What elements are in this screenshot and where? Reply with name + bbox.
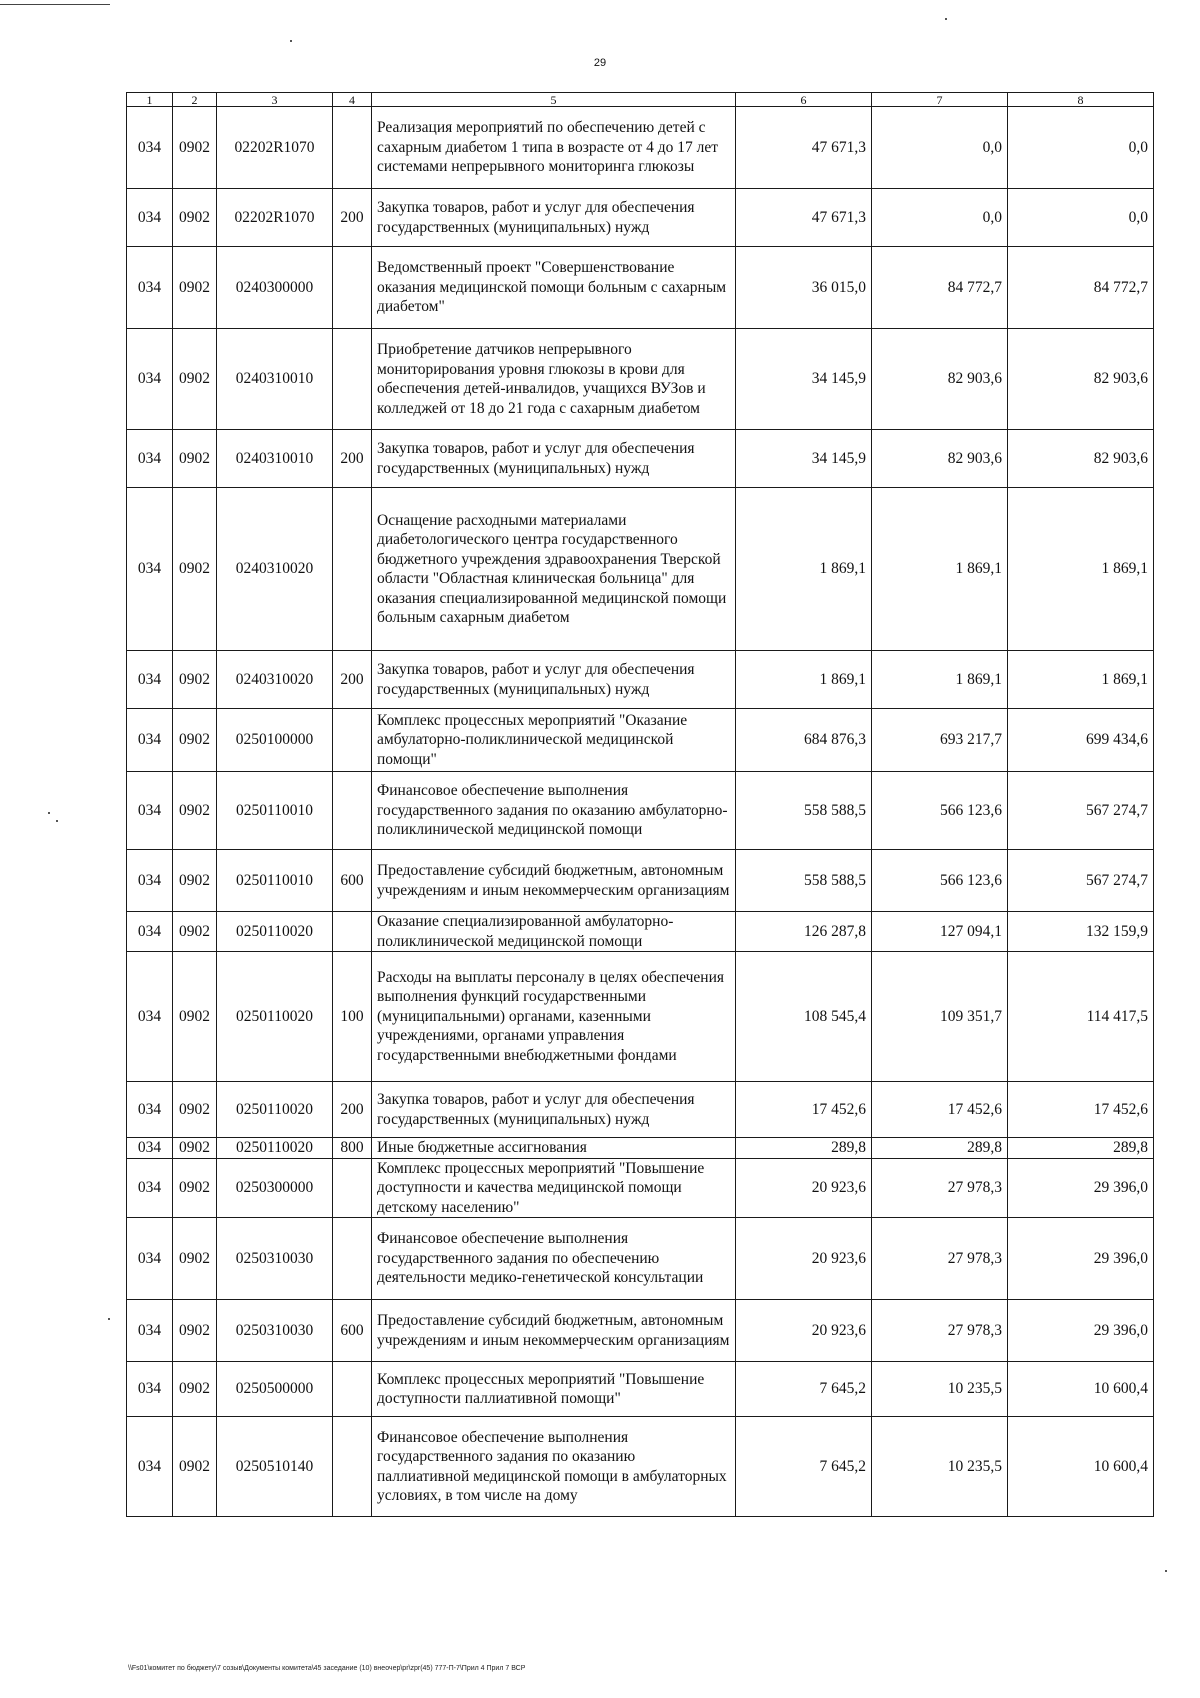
expense-type-code-cell bbox=[333, 1362, 372, 1417]
section-code-cell: 0902 bbox=[173, 952, 217, 1082]
amount-year-2-cell: 27 978,3 bbox=[872, 1158, 1008, 1218]
amount-year-1-cell: 36 015,0 bbox=[736, 247, 872, 329]
code-admin-cell: 034 bbox=[127, 1362, 173, 1417]
section-code-cell: 0902 bbox=[173, 247, 217, 329]
table-row bbox=[127, 651, 1154, 709]
section-code-cell: 0902 bbox=[173, 1138, 217, 1159]
code-admin-cell: 034 bbox=[127, 107, 173, 189]
expense-type-code-cell bbox=[333, 1158, 372, 1218]
expense-type-code-cell: 100 bbox=[333, 952, 372, 1082]
amount-year-1-cell: 7 645,2 bbox=[736, 1362, 872, 1417]
table-row bbox=[127, 1218, 1154, 1300]
target-article-code-cell: 0250500000 bbox=[217, 1362, 333, 1417]
amount-year-2-cell: 10 235,5 bbox=[872, 1417, 1008, 1517]
target-article-code-cell: 0240310020 bbox=[217, 488, 333, 651]
table-row bbox=[127, 1300, 1154, 1362]
expense-type-code-cell bbox=[333, 1417, 372, 1517]
target-article-code-cell: 0250310030 bbox=[217, 1218, 333, 1300]
scan-speck bbox=[290, 40, 292, 42]
code-admin-cell: 034 bbox=[127, 850, 173, 912]
section-code-cell: 0902 bbox=[173, 1158, 217, 1218]
column-header-6: 6 bbox=[736, 93, 872, 107]
code-admin-cell: 034 bbox=[127, 430, 173, 488]
amount-year-3-cell: 289,8 bbox=[1008, 1138, 1154, 1159]
expense-type-code-cell bbox=[333, 709, 372, 772]
column-header-2: 2 bbox=[173, 93, 217, 107]
amount-year-2-cell: 289,8 bbox=[872, 1138, 1008, 1159]
amount-year-3-cell: 114 417,5 bbox=[1008, 952, 1154, 1082]
amount-year-3-cell: 29 396,0 bbox=[1008, 1158, 1154, 1218]
table-row bbox=[127, 107, 1154, 189]
code-admin-cell: 034 bbox=[127, 1082, 173, 1138]
table-row bbox=[127, 1417, 1154, 1517]
expense-type-code-cell bbox=[333, 912, 372, 952]
expense-type-code-cell bbox=[333, 329, 372, 430]
expense-type-code-cell: 200 bbox=[333, 1082, 372, 1138]
table-row bbox=[127, 952, 1154, 1082]
amount-year-1-cell: 34 145,9 bbox=[736, 430, 872, 488]
scan-speck bbox=[108, 1318, 110, 1320]
target-article-code-cell: 0250110010 bbox=[217, 850, 333, 912]
amount-year-1-cell: 20 923,6 bbox=[736, 1300, 872, 1362]
code-admin-cell: 034 bbox=[127, 488, 173, 651]
amount-year-1-cell: 7 645,2 bbox=[736, 1417, 872, 1517]
column-header-7: 7 bbox=[872, 93, 1008, 107]
column-header-4: 4 bbox=[333, 93, 372, 107]
section-code-cell: 0902 bbox=[173, 329, 217, 430]
code-admin-cell: 034 bbox=[127, 912, 173, 952]
section-code-cell: 0902 bbox=[173, 651, 217, 709]
item-name-cell: Комплекс процессных мероприятий "Повышение доступности и качества медицинской помощи детскому населению" bbox=[372, 1158, 736, 1218]
amount-year-1-cell: 108 545,4 bbox=[736, 952, 872, 1082]
table-row bbox=[127, 772, 1154, 850]
footer-file-path: \\Fs01\комитет по бюджету\7 созыв\Документы комитета\45 заседание (10) внеочер\pr\zpr(45) 777-П-7\Прил 4 Прил 7 ВСР bbox=[128, 1665, 526, 1672]
amount-year-1-cell: 47 671,3 bbox=[736, 189, 872, 247]
scan-speck bbox=[1165, 1570, 1167, 1572]
amount-year-3-cell: 29 396,0 bbox=[1008, 1300, 1154, 1362]
section-code-cell: 0902 bbox=[173, 1417, 217, 1517]
amount-year-2-cell: 0,0 bbox=[872, 189, 1008, 247]
table-row bbox=[127, 1158, 1154, 1218]
amount-year-2-cell: 82 903,6 bbox=[872, 329, 1008, 430]
table-row bbox=[127, 1362, 1154, 1417]
target-article-code-cell: 0250110020 bbox=[217, 952, 333, 1082]
amount-year-1-cell: 1 869,1 bbox=[736, 488, 872, 651]
amount-year-3-cell: 0,0 bbox=[1008, 189, 1154, 247]
code-admin-cell: 034 bbox=[127, 1158, 173, 1218]
item-name-cell: Расходы на выплаты персоналу в целях обеспечения выполнения функций государственными (муниципальными) органами, казенными учреждениями, органами управления государственными внебюджетными фондами bbox=[372, 952, 736, 1082]
code-admin-cell: 034 bbox=[127, 1300, 173, 1362]
item-name-cell: Предоставление субсидий бюджетным, автономным учреждениям и иным некоммерческим организациям bbox=[372, 850, 736, 912]
amount-year-2-cell: 566 123,6 bbox=[872, 772, 1008, 850]
code-admin-cell: 034 bbox=[127, 651, 173, 709]
target-article-code-cell: 0250110010 bbox=[217, 772, 333, 850]
amount-year-1-cell: 126 287,8 bbox=[736, 912, 872, 952]
expense-type-code-cell bbox=[333, 772, 372, 850]
section-code-cell: 0902 bbox=[173, 772, 217, 850]
amount-year-1-cell: 20 923,6 bbox=[736, 1158, 872, 1218]
table-body bbox=[127, 107, 1154, 1517]
target-article-code-cell: 0250300000 bbox=[217, 1158, 333, 1218]
column-header-3: 3 bbox=[217, 93, 333, 107]
amount-year-2-cell: 127 094,1 bbox=[872, 912, 1008, 952]
section-code-cell: 0902 bbox=[173, 1362, 217, 1417]
amount-year-3-cell: 132 159,9 bbox=[1008, 912, 1154, 952]
item-name-cell: Финансовое обеспечение выполнения государственного задания по оказанию паллиативной медицинской помощи в амбулаторных условиях, в том числе на дому bbox=[372, 1417, 736, 1517]
expense-type-code-cell bbox=[333, 1218, 372, 1300]
section-code-cell: 0902 bbox=[173, 912, 217, 952]
expense-type-code-cell: 600 bbox=[333, 850, 372, 912]
section-code-cell: 0902 bbox=[173, 107, 217, 189]
table-row bbox=[127, 329, 1154, 430]
amount-year-3-cell: 82 903,6 bbox=[1008, 329, 1154, 430]
column-header-8: 8 bbox=[1008, 93, 1154, 107]
item-name-cell: Закупка товаров, работ и услуг для обеспечения государственных (муниципальных) нужд bbox=[372, 430, 736, 488]
target-article-code-cell: 0240310020 bbox=[217, 651, 333, 709]
item-name-cell: Комплекс процессных мероприятий "Оказание амбулаторно-поликлинической медицинской помощи" bbox=[372, 709, 736, 772]
amount-year-2-cell: 1 869,1 bbox=[872, 488, 1008, 651]
table-row bbox=[127, 1082, 1154, 1138]
expense-type-code-cell: 200 bbox=[333, 651, 372, 709]
section-code-cell: 0902 bbox=[173, 488, 217, 651]
table-row bbox=[127, 189, 1154, 247]
table-header bbox=[127, 93, 1154, 107]
item-name-cell: Реализация мероприятий по обеспечению детей с сахарным диабетом 1 типа в возрасте от 4 до 17 лет системами непрерывного мониторинга глюкозы bbox=[372, 107, 736, 189]
table-row bbox=[127, 709, 1154, 772]
column-header-1: 1 bbox=[127, 93, 173, 107]
amount-year-3-cell: 17 452,6 bbox=[1008, 1082, 1154, 1138]
scan-speck bbox=[48, 812, 50, 814]
code-admin-cell: 034 bbox=[127, 1417, 173, 1517]
expense-type-code-cell: 600 bbox=[333, 1300, 372, 1362]
code-admin-cell: 034 bbox=[127, 329, 173, 430]
amount-year-2-cell: 109 351,7 bbox=[872, 952, 1008, 1082]
section-code-cell: 0902 bbox=[173, 709, 217, 772]
item-name-cell: Ведомственный проект "Совершенствование оказания медицинской помощи больным с сахарным диабетом" bbox=[372, 247, 736, 329]
amount-year-3-cell: 0,0 bbox=[1008, 107, 1154, 189]
item-name-cell: Закупка товаров, работ и услуг для обеспечения государственных (муниципальных) нужд bbox=[372, 651, 736, 709]
target-article-code-cell: 0250110020 bbox=[217, 1138, 333, 1159]
table-row bbox=[127, 247, 1154, 329]
amount-year-3-cell: 10 600,4 bbox=[1008, 1417, 1154, 1517]
amount-year-1-cell: 34 145,9 bbox=[736, 329, 872, 430]
target-article-code-cell: 0250310030 bbox=[217, 1300, 333, 1362]
scan-speck bbox=[56, 820, 58, 822]
target-article-code-cell: 02202R1070 bbox=[217, 107, 333, 189]
target-article-code-cell: 02202R1070 bbox=[217, 189, 333, 247]
expense-type-code-cell bbox=[333, 247, 372, 329]
target-article-code-cell: 0250100000 bbox=[217, 709, 333, 772]
amount-year-2-cell: 17 452,6 bbox=[872, 1082, 1008, 1138]
item-name-cell: Закупка товаров, работ и услуг для обеспечения государственных (муниципальных) нужд bbox=[372, 1082, 736, 1138]
amount-year-3-cell: 29 396,0 bbox=[1008, 1218, 1154, 1300]
amount-year-2-cell: 84 772,7 bbox=[872, 247, 1008, 329]
header-row bbox=[127, 93, 1154, 107]
code-admin-cell: 034 bbox=[127, 1218, 173, 1300]
amount-year-3-cell: 1 869,1 bbox=[1008, 651, 1154, 709]
amount-year-3-cell: 567 274,7 bbox=[1008, 850, 1154, 912]
table-row bbox=[127, 850, 1154, 912]
item-name-cell: Финансовое обеспечение выполнения государственного задания по обеспечению деятельности медико-генетической консультации bbox=[372, 1218, 736, 1300]
amount-year-1-cell: 17 452,6 bbox=[736, 1082, 872, 1138]
target-article-code-cell: 0250510140 bbox=[217, 1417, 333, 1517]
scan-edge-line bbox=[0, 4, 110, 5]
amount-year-1-cell: 684 876,3 bbox=[736, 709, 872, 772]
amount-year-1-cell: 20 923,6 bbox=[736, 1218, 872, 1300]
section-code-cell: 0902 bbox=[173, 850, 217, 912]
amount-year-3-cell: 567 274,7 bbox=[1008, 772, 1154, 850]
amount-year-1-cell: 558 588,5 bbox=[736, 850, 872, 912]
section-code-cell: 0902 bbox=[173, 1218, 217, 1300]
amount-year-1-cell: 289,8 bbox=[736, 1138, 872, 1159]
item-name-cell: Финансовое обеспечение выполнения государственного задания по оказанию амбулаторно-поликлинической медицинской помощи bbox=[372, 772, 736, 850]
target-article-code-cell: 0240310010 bbox=[217, 329, 333, 430]
code-admin-cell: 034 bbox=[127, 247, 173, 329]
target-article-code-cell: 0240300000 bbox=[217, 247, 333, 329]
item-name-cell: Предоставление субсидий бюджетным, автономным учреждениям и иным некоммерческим организациям bbox=[372, 1300, 736, 1362]
item-name-cell: Иные бюджетные ассигнования bbox=[372, 1138, 736, 1159]
target-article-code-cell: 0240310010 bbox=[217, 430, 333, 488]
amount-year-3-cell: 10 600,4 bbox=[1008, 1362, 1154, 1417]
amount-year-2-cell: 82 903,6 bbox=[872, 430, 1008, 488]
item-name-cell: Приобретение датчиков непрерывного мониторирования уровня глюкозы в крови для обеспечения детей-инвалидов, учащихся ВУЗов и колледжей от 18 до 21 года с сахарным диабетом bbox=[372, 329, 736, 430]
code-admin-cell: 034 bbox=[127, 952, 173, 1082]
amount-year-2-cell: 1 869,1 bbox=[872, 651, 1008, 709]
section-code-cell: 0902 bbox=[173, 1300, 217, 1362]
target-article-code-cell: 0250110020 bbox=[217, 1082, 333, 1138]
section-code-cell: 0902 bbox=[173, 1082, 217, 1138]
item-name-cell: Закупка товаров, работ и услуг для обеспечения государственных (муниципальных) нужд bbox=[372, 189, 736, 247]
expense-type-code-cell: 800 bbox=[333, 1138, 372, 1159]
item-name-cell: Оснащение расходными материалами диабетологического центра государственного бюджетного учреждения здравоохранения Тверской области "Областная клиническая больница" для оказания специализированной медицинской помощи больным сахарным диабетом bbox=[372, 488, 736, 651]
item-name-cell: Оказание специализированной амбулаторно-поликлинической медицинской помощи bbox=[372, 912, 736, 952]
amount-year-2-cell: 0,0 bbox=[872, 107, 1008, 189]
expense-type-code-cell: 200 bbox=[333, 189, 372, 247]
code-admin-cell: 034 bbox=[127, 1138, 173, 1159]
amount-year-3-cell: 84 772,7 bbox=[1008, 247, 1154, 329]
table-row bbox=[127, 430, 1154, 488]
amount-year-3-cell: 1 869,1 bbox=[1008, 488, 1154, 651]
amount-year-2-cell: 693 217,7 bbox=[872, 709, 1008, 772]
table-row bbox=[127, 1138, 1154, 1159]
code-admin-cell: 034 bbox=[127, 189, 173, 247]
budget-table bbox=[126, 92, 1154, 1517]
amount-year-2-cell: 566 123,6 bbox=[872, 850, 1008, 912]
expense-type-code-cell: 200 bbox=[333, 430, 372, 488]
amount-year-2-cell: 27 978,3 bbox=[872, 1218, 1008, 1300]
amount-year-1-cell: 47 671,3 bbox=[736, 107, 872, 189]
page-number: 29 bbox=[593, 57, 607, 69]
expense-type-code-cell bbox=[333, 488, 372, 651]
section-code-cell: 0902 bbox=[173, 430, 217, 488]
amount-year-2-cell: 27 978,3 bbox=[872, 1300, 1008, 1362]
expense-type-code-cell bbox=[333, 107, 372, 189]
section-code-cell: 0902 bbox=[173, 189, 217, 247]
amount-year-2-cell: 10 235,5 bbox=[872, 1362, 1008, 1417]
table-row bbox=[127, 912, 1154, 952]
column-header-5: 5 bbox=[372, 93, 736, 107]
scan-speck bbox=[945, 18, 947, 20]
table-row bbox=[127, 488, 1154, 651]
code-admin-cell: 034 bbox=[127, 772, 173, 850]
amount-year-3-cell: 82 903,6 bbox=[1008, 430, 1154, 488]
amount-year-1-cell: 1 869,1 bbox=[736, 651, 872, 709]
amount-year-1-cell: 558 588,5 bbox=[736, 772, 872, 850]
code-admin-cell: 034 bbox=[127, 709, 173, 772]
item-name-cell: Комплекс процессных мероприятий "Повышение доступности паллиативной помощи" bbox=[372, 1362, 736, 1417]
target-article-code-cell: 0250110020 bbox=[217, 912, 333, 952]
amount-year-3-cell: 699 434,6 bbox=[1008, 709, 1154, 772]
